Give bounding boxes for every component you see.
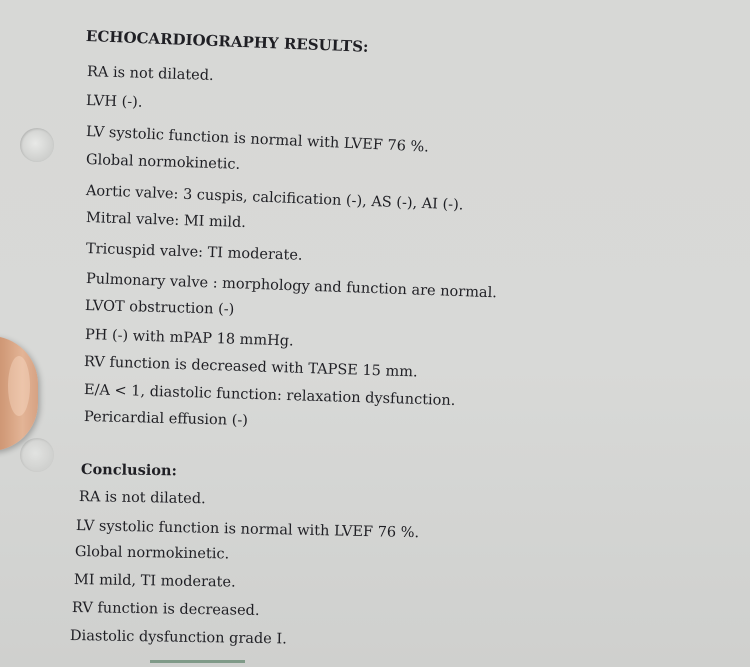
finding-line: Mitral valve: MI mild. (85, 210, 247, 232)
finding-line: PH (-) with mPAP 18 mmHg. (84, 327, 294, 350)
decorative-bar (150, 660, 245, 663)
conclusion-line: Global normokinetic. (74, 544, 230, 563)
punch-hole (20, 438, 54, 472)
document-title: ECHOCARDIOGRAPHY RESULTS: (85, 27, 369, 56)
finding-line: Global normokinetic. (85, 152, 241, 173)
finding-line: E/A < 1, diastolic function: relaxation dysfunction. (83, 382, 456, 410)
finding-line: Aortic valve: 3 cuspis, calcification (-), AS (-), AI (-). (85, 183, 464, 214)
finding-line: Pulmonary valve : morphology and function are normal. (85, 271, 498, 302)
conclusion-heading: Conclusion: (80, 461, 177, 480)
conclusion-line: Diastolic dysfunction grade I. (69, 628, 287, 648)
conclusion-line: MI mild, TI moderate. (73, 572, 236, 591)
finding-line: Tricuspid valve: TI moderate. (85, 241, 303, 264)
conclusion-line: LV systolic function is normal with LVEF 76 %. (75, 518, 420, 542)
punch-hole (20, 128, 54, 162)
finding-line: LVH (-). (85, 93, 143, 111)
finger (0, 336, 38, 451)
finding-line: LV systolic function is normal with LVEF 76 %. (85, 124, 430, 156)
finding-line: LVOT obstruction (-) (84, 298, 235, 318)
conclusion-line: RA is not dilated. (78, 489, 206, 508)
finding-line: Pericardial effusion (-) (83, 409, 249, 430)
finding-line: RA is not dilated. (86, 64, 214, 84)
conclusion-line: RV function is decreased. (71, 600, 260, 619)
finding-line: RV function is decreased with TAPSE 15 mm. (83, 354, 418, 381)
